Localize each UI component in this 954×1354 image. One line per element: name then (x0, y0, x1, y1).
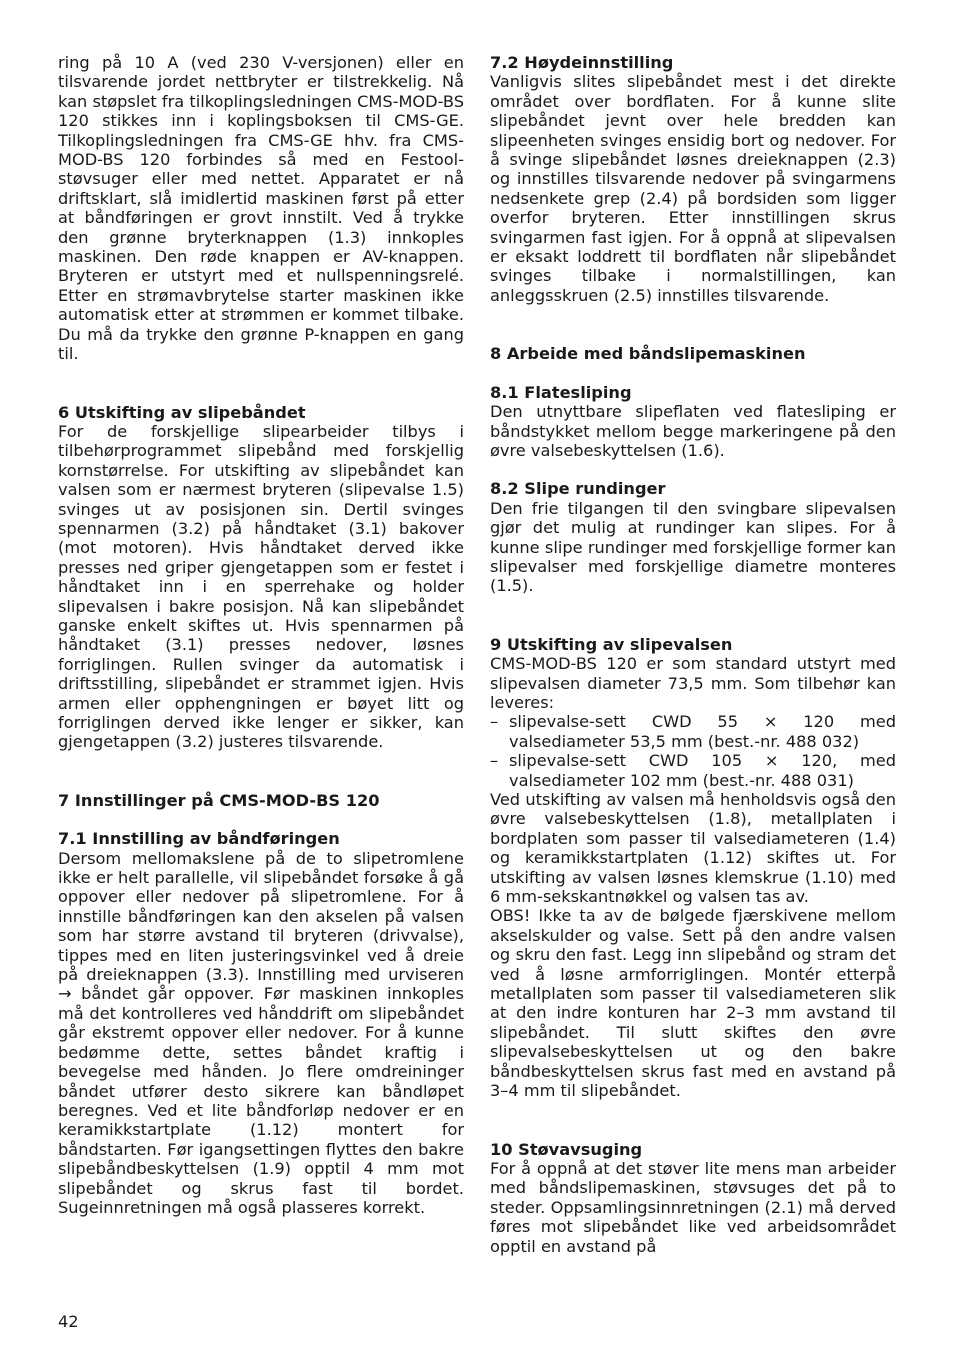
section-9-note: OBS! Ikke ta av de bølgede fjærskivene mellom akselskulder og valse. Sett på den andre valsen og skru den fast. Legg inn slipebånd og stram det ved å løsne armforriglingen. Montér etterpå metallplaten som passer til valsediameteren slik at den indre konturen har 2–3 mm avstand til slipebåndet. Til slutt skiftes den øvre slipevalsebeskyttelsen ut og den bakre båndbeskyttelsen skrus fast med en avstand på 3–4 mm til slipebåndet. (490, 906, 896, 1101)
section-7-2-heading: 7.2 Høydeinnstilling (490, 53, 674, 72)
section-8-1-text: Den utnyttbare slipeflaten ved flatesliping er båndstykket mellom begge markeringene på den øvre valsebeskyttelsen (1.6). (490, 402, 896, 460)
list-item: – slipevalse-sett CWD 105 × 120, med valsediameter 102 mm (best.-nr. 488 031) (490, 751, 896, 790)
section-6-text: For de forskjellige slipearbeider tilbys i tilbehørprogrammet slipebånd med forskjellig kornstørrelse. For utskifting av slipebåndet kan valsen som er nærmest bryteren (slipevalse 1.5) svinges ut av posisjonen sin. Dertil svinges spennarmen (3.2) på håndtaket (3.1) bakover (mot motoren). Hvis håndtaket derved ikke presses ned griper gjengetappen som er festet i håndtaket inn i en sperrehake og holder slipevalsen i bakre posisjon. Nå kan slipebåndet ganske enkelt skiftes ut. Hvis spennarmen på håndtaket (3.1) presses nedover, løsnes forriglingen. Rullen svinger da automatisk i driftsstilling, slipebåndet er strammet igjen. Hvis armen eller opphengningen er bøyet litt og forriglingen derved ikke lenger er sikker, kan gjengetappen (3.2) justeres tilsvarende. (58, 421, 464, 752)
section-8-2-heading: 8.2 Slipe rundinger (490, 479, 666, 499)
section-8-heading: 8 Arbeide med båndslipemaskinen (490, 344, 806, 364)
section-9-intro: CMS-MOD-BS 120 er som standard utstyrt med slipevalsen diameter 73,5 mm. Som tilbehør kan leveres: (490, 654, 896, 712)
section-8-2-text: Den frie tilgangen til den svingbare slipevalsen gjør det mulig at rundinger kan slipes. For å kunne slipe rundinger med forskjellige former kan slipevalser med forskjellige diametre monteres (1.5). (490, 498, 896, 596)
intro-paragraph: ring på 10 A (ved 230 V-versjonen) eller en tilsvarende jordet nettbryter er tilstrekkelig. Nå kan støpslet fra tilkoplingsledningen CMS-MOD-BS 120 stikkes inn i koplingsboksen til CMS-GE. Tilkoplingsledningen fra CMS-GE hhv. fra CMS-MOD-BS 120 forbindes så med en Festool-støvsuger eller med nettet. Apparatet er nå driftsklart, slå imidlertid maskinen først på etter at båndføringen er grovt innstilt. Ved å trykke den grønne bryterknappen (1.3) innkoples maskinen. Den røde knappen er AV-knappen. Bryteren er utstyrt med et nullspenningsrelé. Etter en strømavbrytelse starter maskinen ikke automatisk etter at strømmen er kommet tilbake. Du må da trykke den grønne P-knappen en gang til. (58, 53, 464, 364)
section-10-text: For å oppnå at det støver lite mens man arbeider med båndslipemaskinen, støvsuges det på to steder. Oppsamlingsinnretningen (2.1) må derved føres mot slipebåndet like ved arbeidsområdet opptil en avstand på (490, 1158, 896, 1256)
section-7-heading: 7 Innstillinger på CMS-MOD-BS 120 (58, 790, 380, 810)
right-column (490, 53, 896, 1256)
section-7-1-heading: 7.1 Innstilling av båndføringen (58, 829, 340, 849)
section-9-text: Ved utskifting av valsen må henholdsvis også den øvre valsebeskyttelsen (1.8), metallplaten i bordplaten som passer til valsediameteren (1.4) og keramikkstartplaten (1.12) skiftes ut. For utskifting av valsen løsnes klemskrue (1.10) med 6 mm-sekskantnøkkel og valsen tas av. (490, 790, 896, 907)
section-10-heading: 10 Støvavsuging (490, 1139, 643, 1159)
left-column (58, 53, 464, 1217)
accessory-list (490, 712, 896, 790)
section-9-heading: 9 Utskifting av slipevalsen (490, 634, 733, 654)
section-7-2-text: Vanligvis slites slipebåndet mest i det direkte området over bordflaten. For å kunne slite slipebåndet jevnt over hele bredden kan slipeenheten svinges ensidig bort og nedover. For å svinge slipebåndet løsnes dreieknappen (2.3) og innstilles tilsvarende nedover på svingarmens nedsenkete grep (2.4) på bordsiden som ligger overfor bryteren. Etter innstillingen skrus svingarmen fast igjen. For å oppnå at slipevalsen er eksakt loddrett til bordflaten når slipebåndet svinges tilbake i normalstillingen, kan anleggsskruen (2.5) innstilles tilsvarende. (490, 72, 896, 305)
section-7-1-text: Dersom mellomakslene på de to slipetromlene ikke er helt parallelle, vil slipebåndet forsøke å gå oppover eller nedover på slipetromlene. For å innstille båndføringen kan den akselen på valsen som har større avstand til bryteren (drivvalse), tippes med en liten justeringsvinkel ved å dreie på dreieknappen (3.3). Innstilling med urviseren → båndet går oppover. Før maskinen innkoples må det kontrolleres ved hånddrift om slipebåndet går ekstremt oppover eller nedover. For å kunne bedømme dette, settes båndet kraftig i bevegelse med hånden. Jo flere omdreininger båndet utfører desto sikrere kan båndløpet beregnes. Ved et lite båndforløp nedover er en keramikkstartplate (1.12) montert for båndstarten. Før igangsettingen flyttes den bakre slipebåndbeskyttelsen (1.9) opptil 4 mm mot slipebåndet og skrus fast til bordet. Sugeinnretningen må også plasseres korrekt. (58, 848, 464, 1217)
page-number: 42 (58, 1312, 79, 1331)
section-6-heading: 6 Utskifting av slipebåndet (58, 402, 306, 422)
section-8-1-heading: 8.1 Flatesliping (490, 382, 632, 402)
list-item: – slipevalse-sett CWD 55 × 120 med valsediameter 53,5 mm (best.-nr. 488 032) (490, 712, 896, 751)
